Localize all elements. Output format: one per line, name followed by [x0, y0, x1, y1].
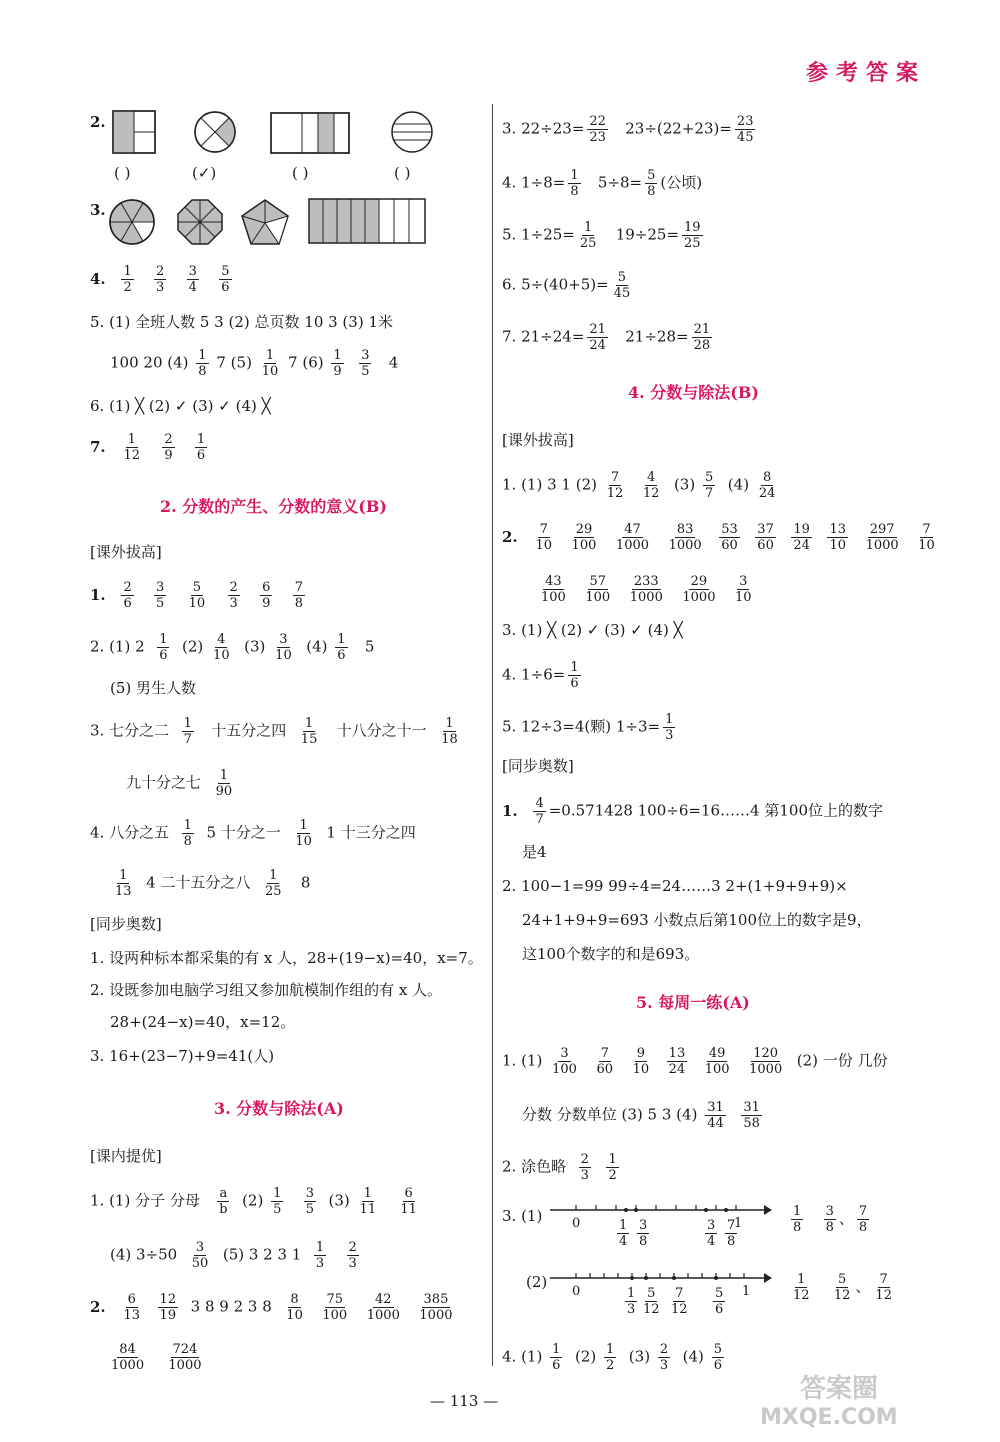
fraction: $\frac{3}{10}$ [735, 574, 752, 605]
o-q2-line-2: 24+1+9+9=693 小数点后第100位上的数字是9， [522, 911, 872, 929]
nl1-label-2: $\frac{3}{8}$ [639, 1218, 648, 1249]
nl1-label-3: $\frac{3}{4}$ [707, 1218, 716, 1249]
section-3-subtitle: [课内提优] [90, 1147, 162, 1165]
nl1-label-4: $\frac{7}{8}$ [727, 1218, 736, 1249]
rectangle-eighths-figure [308, 198, 426, 244]
section-title-4: 4. 分数与除法(B) [628, 383, 759, 402]
fraction: $\frac{1}{7}$ [183, 716, 192, 747]
r-q3-row: 3. 22÷23= $\frac{22}{23}$ 23÷(22+23)= $\frac{23}{45}$ [502, 114, 754, 145]
fraction: $\frac{7}{12}$ [606, 470, 624, 501]
fraction: $\frac{3}{4}$ [188, 264, 197, 295]
fraction: $\frac{7}{8}$ [858, 1204, 868, 1235]
fraction: $\frac{49}{100}$ [704, 1046, 730, 1077]
q2-label: 2. [90, 113, 106, 131]
o-q2-line-1: 2. 100−1=99 99÷4=24……3 2+(1+9+9+9)× [502, 877, 848, 895]
sync-q2-b: 28+(24−x)=40，x=12。 [110, 1013, 296, 1031]
q5-line-1: 5. (1) 全班人数 5 3 (2) 总页数 10 3 (3) 1米 [90, 313, 393, 331]
s3-q1-row: 1. (1) 分子 分母 $\frac{a}{b}$ (2) $\frac{1}{5}$ $\frac{3}{5}$ (3) $\frac{1}{11}$ $\frac{6}{11}$ [90, 1186, 417, 1217]
fraction: $\frac{1}{12}$ [793, 1272, 810, 1303]
b-q2-row: 2. $\frac{7}{10}$ $\frac{29}{100}$ $\frac{47}{1000}$ $\frac{83}{1000}$ $\frac{53}{60}$ $\frac{37}{60}$ $\frac{19}{24}$ $\frac{13}{10}$ $\frac{297}{1000}$ $\frac{7}{10}$ [502, 522, 935, 553]
fraction: $\frac{22}{23}$ [589, 114, 606, 145]
q6-line: 6. (1) ╳ (2) ✓ (3) ✓ (4) ╳ [90, 397, 271, 415]
fraction: $\frac{1}{6}$ [552, 1342, 561, 1373]
sync-q1: 1. 设两种标本都采集的有 x 人，28+(19−x)=40，x=7。 [90, 949, 483, 967]
circle-stripes-figure [390, 110, 434, 154]
nl2-label-4: $\frac{5}{6}$ [715, 1286, 724, 1317]
w-q1-line-2: 分数 分数单位 (3) 5 3 (4) $\frac{31}{44}$ $\frac{31}{58}$ [522, 1100, 760, 1131]
fraction: $\frac{1}{11}$ [359, 1186, 377, 1217]
s2-q4-line-2: $\frac{1}{13}$ 4 二十五分之八 $\frac{1}{25}$ 8 [115, 868, 311, 899]
o-q2-line-3: 这100个数字的和是693。 [522, 945, 700, 963]
s2-q3-line-2: 九十分之七 $\frac{1}{90}$ [126, 768, 233, 799]
o-q1-row: 1. $\frac{4}{7}$ =0.571428 100÷6=16……4 第100位上的数字 [502, 796, 883, 827]
fraction: $\frac{1}{10}$ [261, 348, 279, 379]
page-number: — 113 — [430, 1392, 499, 1410]
section-title-2: 2. 分数的产生、分数的意义(B) [160, 497, 387, 516]
b-q5-row: 5. 12÷3=4(颗) 1÷3= $\frac{1}{3}$ [502, 712, 674, 743]
fraction: $\frac{23}{45}$ [736, 114, 754, 145]
fraction: $\frac{21}{24}$ [589, 322, 606, 353]
fraction: $\frac{5}{45}$ [613, 270, 631, 301]
sync-q3: 3. 16+(23−7)+9=41(人) [90, 1047, 275, 1065]
w-q3-label-2: (2) [526, 1273, 548, 1291]
fraction: $\frac{1}{15}$ [300, 716, 318, 747]
q4-row [90, 264, 235, 295]
fraction: $\frac{5}{7}$ [704, 470, 714, 501]
circle-quarters-figure [193, 110, 237, 154]
r-q7-row: 7. 21÷24= $\frac{21}{24}$ 21÷28= $\frac{21}{28}$ [502, 322, 711, 353]
sync-title-left: [同步奥数] [90, 915, 162, 933]
s2-q1-row: 1. $\frac{2}{6}$ $\frac{3}{5}$ $\frac{5}{10}$ $\frac{2}{3}$ $\frac{6}{9}$ $\frac{7}{8}$ [90, 580, 303, 611]
fraction: $\frac{4}{10}$ [213, 632, 230, 663]
fraction: $\frac{42}{1000}$ [366, 1292, 400, 1323]
fraction: $\frac{1}{2}$ [608, 1152, 617, 1183]
circle-sixths-figure [108, 198, 156, 246]
fraction: $\frac{1}{6}$ [159, 632, 168, 663]
fraction: $\frac{2}{3}$ [156, 264, 165, 295]
fraction: $\frac{13}{24}$ [668, 1046, 686, 1077]
fraction: $\frac{5}{6}$ [221, 264, 230, 295]
fraction: $\frac{6}{11}$ [400, 1186, 417, 1217]
fraction: $\frac{53}{60}$ [721, 522, 738, 553]
b-q1-row: 1. (1) 3 1 (2) $\frac{7}{12}$ $\frac{4}{12}$ (3) $\frac{5}{7}$ (4) $\frac{8}{24}$ [502, 470, 776, 501]
fraction: $\frac{1}{2}$ [605, 1342, 615, 1373]
fraction: $\frac{1}{6}$ [570, 660, 579, 691]
fraction: $\frac{29}{100}$ [571, 522, 597, 553]
r-q4-row: 4. 1÷8= $\frac{1}{8}$ 5÷8= $\frac{5}{8}$ (公顷) [502, 168, 703, 199]
q2-mark-1: ( ) [114, 164, 131, 182]
fraction: $\frac{1}{18}$ [441, 716, 458, 747]
nl1-zero: 0 [572, 1216, 581, 1231]
fraction: $\frac{1}{3}$ [665, 712, 674, 743]
b-q3-line: 3. (1) ╳ (2) ✓ (3) ✓ (4) ╳ [502, 621, 683, 639]
fraction: $\frac{31}{44}$ [707, 1100, 724, 1131]
w-q3-answer-1: $\frac{1}{8}$ $\frac{3}{8}$ 、 $\frac{7}{8}$ [793, 1204, 868, 1235]
b-q2-line-2 [536, 574, 757, 605]
fraction: $\frac{3}{50}$ [191, 1240, 209, 1271]
fraction: $\frac{2}{9}$ [164, 432, 173, 463]
s3-q1-line-2: (4) 3÷50 $\frac{3}{50}$ (5) 3 2 3 1 $\frac{1}{3}$ $\frac{2}{3}$ [110, 1240, 357, 1271]
fraction: $\frac{3}{5}$ [156, 580, 165, 611]
nl1-one: 1 [734, 1216, 743, 1231]
sync-q2-a: 2. 设既参加电脑学习组又参加航模制作组的有 x 人。 [90, 981, 443, 999]
fraction: $\frac{3}{10}$ [275, 632, 292, 663]
fraction: $\frac{57}{100}$ [585, 574, 611, 605]
fraction: $\frac{a}{b}$ [219, 1186, 228, 1217]
page-header-title: 参考答案 [806, 60, 927, 86]
w-q3-label: 3. (1) [502, 1207, 543, 1225]
fraction: $\frac{1}{12}$ [123, 432, 140, 463]
fraction: $\frac{84}{1000}$ [111, 1342, 145, 1373]
pentagon-figure [240, 198, 290, 246]
fraction: $\frac{7}{8}$ [294, 580, 303, 611]
s2-q4-row: 4. 八分之五 $\frac{1}{8}$ 5 十分之一 $\frac{1}{10}$ 1 十三分之四 [90, 818, 416, 849]
w-q3-answer-2: $\frac{1}{12}$ $\frac{5}{12}$ 、 $\frac{7}{12}$ [793, 1272, 892, 1303]
nl1-label-1: $\frac{1}{4}$ [619, 1218, 628, 1249]
fraction: $\frac{12}{19}$ [159, 1292, 177, 1323]
fraction: $\frac{8}{24}$ [758, 470, 776, 501]
fraction: $\frac{3}{5}$ [305, 1186, 314, 1217]
section-2-subtitle: [课外拔高] [90, 543, 162, 561]
fraction: $\frac{7}{10}$ [918, 522, 935, 553]
fraction: $\frac{31}{58}$ [743, 1100, 760, 1131]
fraction: $\frac{83}{1000}$ [668, 522, 702, 553]
fraction: $\frac{7}{12}$ [875, 1272, 892, 1303]
fraction: $\frac{1}{6}$ [337, 632, 346, 663]
fraction: $\frac{3}{5}$ [361, 348, 370, 379]
fraction: $\frac{297}{1000}$ [865, 522, 899, 553]
fraction: $\frac{1}{9}$ [333, 348, 342, 379]
q5-line-2: 100 20 (4) $\frac{1}{8}$ 7 (5) $\frac{1}{10}$ 7 (6) $\frac{1}{9}$ $\frac{3}{5}$ 4 [110, 348, 399, 379]
fraction: $\frac{19}{24}$ [793, 522, 810, 553]
watermark-logo: 答案圈 [800, 1374, 879, 1404]
section-title-5: 5. 每周一练(A) [636, 993, 750, 1012]
s2-q3-row: 3. 七分之二 $\frac{1}{7}$ 十五分之四 $\frac{1}{15}$ 十八分之十一 $\frac{1}{18}$ [90, 716, 458, 747]
sync-title-right: [同步奥数] [502, 757, 574, 775]
fraction: $\frac{47}{1000}$ [615, 522, 650, 553]
rectangle-fifths-figure [270, 112, 350, 154]
fraction: $\frac{4}{12}$ [642, 470, 660, 501]
fraction: $\frac{1}{5}$ [273, 1186, 282, 1217]
fraction: $\frac{1}{8}$ [198, 348, 207, 379]
nl2-label-3: $\frac{7}{12}$ [671, 1286, 688, 1317]
fraction: $\frac{1}{8}$ [570, 168, 579, 199]
fraction: $\frac{1}{25}$ [579, 220, 597, 251]
fraction: $\frac{5}{6}$ [713, 1342, 722, 1373]
q2-mark-2: (✓) [192, 164, 217, 182]
square-quarters-figure [112, 110, 156, 154]
q7-row: 7. $\frac{1}{12}$ $\frac{2}{9}$ $\frac{1}{6}$ [90, 432, 206, 463]
w-q1-row: 1. (1) $\frac{3}{100}$ $\frac{7}{60}$ $\frac{9}{10}$ $\frac{13}{24}$ $\frac{49}{100}$ $\frac{120}{1000}$ (2) 一份 几份 [502, 1046, 888, 1077]
section-title-3: 3. 分数与除法(A) [214, 1099, 344, 1118]
nl2-one: 1 [742, 1284, 751, 1299]
fraction: $\frac{1}{10}$ [295, 818, 312, 849]
fraction: $\frac{29}{1000}$ [682, 574, 716, 605]
q4-label: 4. [90, 269, 106, 288]
fraction: $\frac{21}{28}$ [693, 322, 711, 353]
nl2-label-2: $\frac{5}{12}$ [643, 1286, 660, 1317]
fraction: $\frac{233}{1000}$ [629, 574, 663, 605]
fraction: $\frac{2}{6}$ [123, 580, 132, 611]
o-q1-line-2: 是4 [522, 843, 547, 861]
q2-mark-3: ( ) [292, 164, 309, 182]
fraction: $\frac{724}{1000}$ [168, 1342, 202, 1373]
fraction: $\frac{19}{25}$ [684, 220, 701, 251]
w-q2-row: 2. 涂色略 $\frac{2}{3}$ $\frac{1}{2}$ [502, 1152, 617, 1183]
section-4-subtitle: [课外拔高] [502, 431, 574, 449]
fraction: $\frac{4}{7}$ [535, 796, 544, 827]
b-q4-row: 4. 1÷6= $\frac{1}{6}$ [502, 660, 579, 691]
nl2-zero: 0 [572, 1284, 581, 1299]
fraction: $\frac{1}{13}$ [115, 868, 132, 899]
fraction: $\frac{120}{1000}$ [749, 1046, 783, 1077]
r-q6-row: 6. 5÷(40+5)= $\frac{5}{45}$ [502, 270, 631, 301]
fraction: $\frac{5}{12}$ [833, 1272, 851, 1303]
q3-label: 3. [90, 201, 106, 219]
s3-q2-line-2 [106, 1342, 207, 1373]
octagon-figure [176, 198, 224, 246]
fraction: $\frac{1}{8}$ [183, 818, 192, 849]
s2-q2-row: 2. (1) 2 $\frac{1}{6}$ (2) $\frac{4}{10}$ (3) $\frac{3}{10}$ (4) $\frac{1}{6}$ 5 [90, 632, 375, 663]
fraction: $\frac{6}{13}$ [123, 1292, 140, 1323]
fraction: $\frac{1}{25}$ [264, 868, 282, 899]
column-divider [492, 104, 493, 1366]
fraction: $\frac{1}{2}$ [123, 264, 132, 295]
s3-q2-row: 2. $\frac{6}{13}$ $\frac{12}{19}$ 3 8 9 2 3 8 $\frac{8}{10}$ $\frac{75}{100}$ $\frac{42}{1000}$ $\frac{385}{1000}$ [90, 1292, 453, 1323]
fraction: $\frac{37}{60}$ [757, 522, 774, 553]
fraction: $\frac{3}{8}$ [825, 1204, 834, 1235]
fraction: $\frac{5}{10}$ [188, 580, 206, 611]
fraction: $\frac{7}{10}$ [535, 522, 552, 553]
fraction: $\frac{43}{100}$ [541, 574, 566, 605]
w-q4-row: 4. (1) $\frac{1}{6}$ (2) $\frac{1}{2}$ (3) $\frac{2}{3}$ (4) $\frac{5}{6}$ [502, 1342, 722, 1373]
fraction: $\frac{13}{10}$ [829, 522, 847, 553]
r-q5-row: 5. 1÷25= $\frac{1}{25}$ 19÷25= $\frac{19}{25}$ [502, 220, 701, 251]
fraction: $\frac{3}{100}$ [552, 1046, 577, 1077]
fraction: $\frac{2}{3}$ [580, 1152, 589, 1183]
watermark-url: MXQE.COM [760, 1405, 898, 1430]
fraction: $\frac{1}{3}$ [315, 1240, 325, 1271]
fraction: $\frac{75}{100}$ [322, 1292, 348, 1323]
fraction: $\frac{1}{6}$ [196, 432, 206, 463]
fraction: $\frac{1}{90}$ [215, 768, 233, 799]
nl2-label-1: $\frac{1}{3}$ [627, 1286, 636, 1317]
fraction: $\frac{8}{10}$ [286, 1292, 303, 1323]
fraction: $\frac{2}{3}$ [229, 580, 238, 611]
fraction: $\frac{1}{8}$ [793, 1204, 802, 1235]
fraction: $\frac{385}{1000}$ [419, 1292, 453, 1323]
fraction: $\frac{5}{8}$ [647, 168, 656, 199]
s2-q2-line-2: (5) 男生人数 [110, 679, 197, 697]
fraction: $\frac{6}{9}$ [262, 580, 271, 611]
fraction: $\frac{2}{3}$ [348, 1240, 357, 1271]
fraction: $\frac{7}{60}$ [596, 1046, 614, 1077]
fraction: $\frac{9}{10}$ [632, 1046, 650, 1077]
fraction: $\frac{2}{3}$ [659, 1342, 669, 1373]
q2-mark-4: ( ) [394, 164, 411, 182]
